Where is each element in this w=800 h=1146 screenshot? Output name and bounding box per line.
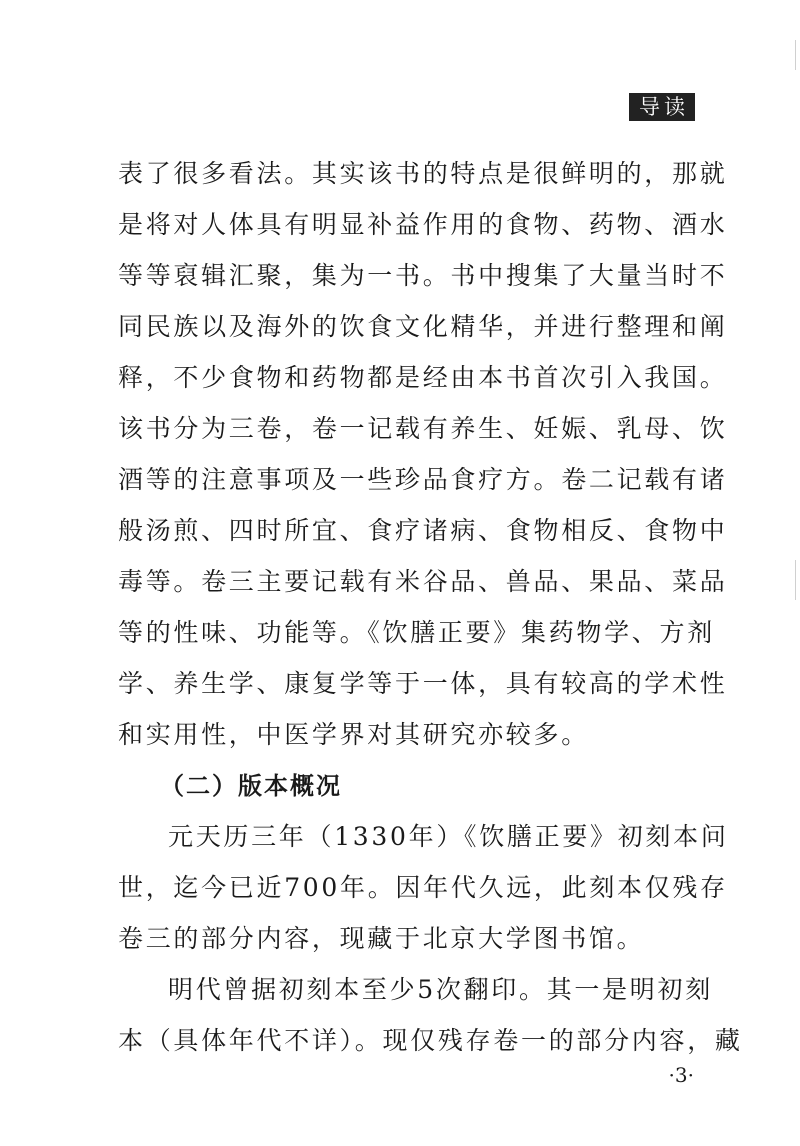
text-line: 般汤煎、四时所宜、食疗诸病、食物相反、食物中 — [118, 516, 728, 545]
text-line: 明代曾据初刻本至少5次翻印。其一是明初刻 — [168, 975, 713, 1004]
text-line: 本（具体年代不详）。现仅残存卷一的部分内容，藏 — [118, 1026, 743, 1055]
text-line: 卷三的部分内容，现藏于北京大学图书馆。 — [118, 924, 645, 953]
text-line: 毒等。卷三主要记载有米谷品、兽品、果品、菜品 — [118, 567, 728, 596]
text-line: 和实用性，中医学界对其研究亦较多。 — [118, 720, 589, 749]
text-line: 学、养生学、康复学等于一体，具有较高的学术性 — [118, 669, 728, 698]
page-number: ·3· — [668, 1063, 694, 1087]
section-tag: 导读 — [629, 93, 695, 121]
text-line: 酒等的注意事项及一些珍品食疗方。卷二记载有诸 — [118, 465, 728, 494]
scan-edge-mark — [795, 40, 796, 70]
text-line: 释，不少食物和药物都是经由本书首次引入我国。 — [118, 363, 728, 392]
text-line: 世，迄今已近700年。因年代久远，此刻本仅残存 — [118, 873, 728, 902]
scan-edge-mark — [795, 560, 796, 600]
text-line: 该书分为三卷，卷一记载有养生、妊娠、乳母、饮 — [118, 414, 728, 443]
text-line: 等等裒辑汇聚，集为一书。书中搜集了大量当时不 — [118, 261, 728, 290]
text-line: 元天历三年（1330年）《饮膳正要》初刻本问 — [168, 822, 729, 851]
text-line: 是将对人体具有明显补益作用的食物、药物、酒水 — [118, 210, 728, 239]
text-line: 表了很多看法。其实该书的特点是很鲜明的，那就 — [118, 159, 728, 188]
text-line: 同民族以及海外的饮食文化精华，并进行整理和阐 — [118, 312, 728, 341]
section-heading: （二）版本概况 — [160, 772, 342, 800]
text-line: 等的性味、功能等。《饮膳正要》集药物学、方剂 — [118, 618, 715, 647]
